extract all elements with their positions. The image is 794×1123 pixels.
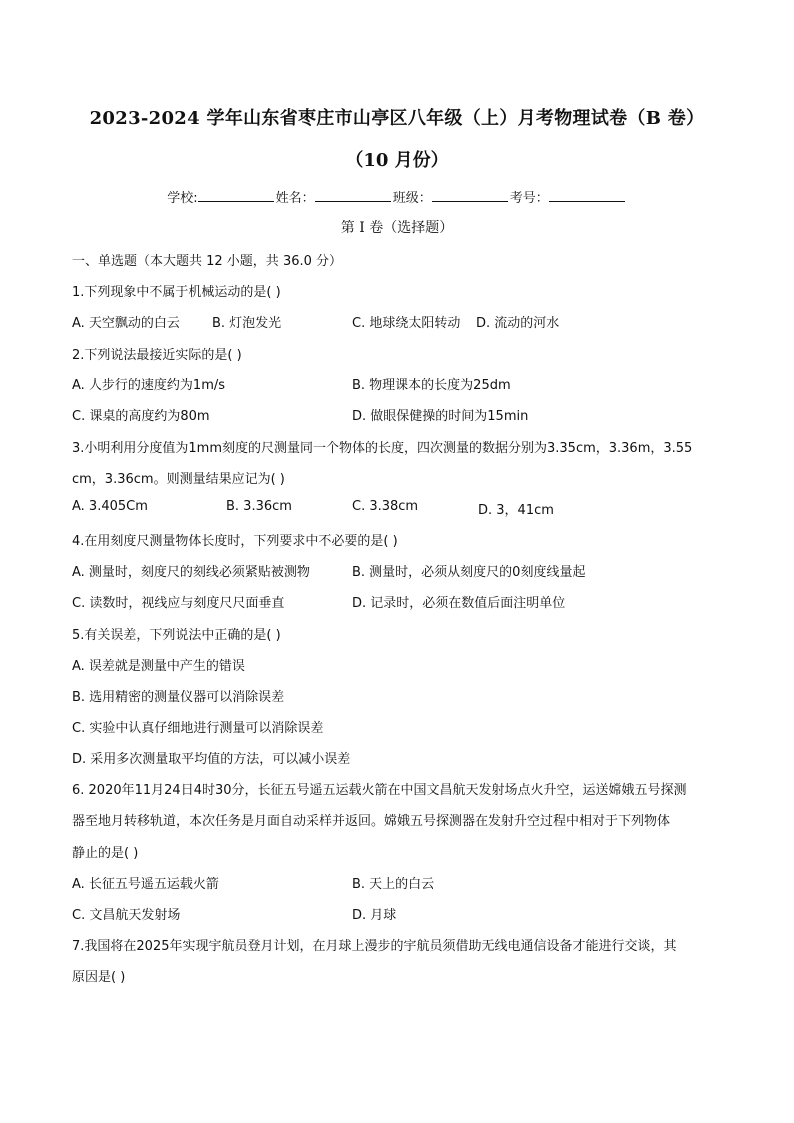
question-7-stem-line2: 原因是( ) bbox=[72, 970, 126, 985]
question-5-option-a: A. 误差就是测量中产生的错误 bbox=[72, 659, 245, 674]
question-2-option-a: A. 人步行的速度约为1m/s bbox=[72, 378, 226, 393]
question-1-option-d: D. 流动的河水 bbox=[476, 316, 560, 331]
question-5-option-c: C. 实验中认真仔细地进行测量可以消除误差 bbox=[72, 721, 324, 736]
question-3-option-d: D. 3，41cm bbox=[478, 503, 554, 518]
question-2-option-b: B. 物理课本的长度为25dm bbox=[352, 378, 511, 393]
question-3-option-a: A. 3.405Cm bbox=[72, 499, 148, 514]
question-6-stem-line1: 6. 2020年11月24日4时30分，长征五号遥五运载火箭在中国文昌航天发射场点火升空，运送嫦娥五号探测 bbox=[72, 783, 687, 798]
question-5-option-b: B. 选用精密的测量仪器可以消除误差 bbox=[72, 690, 285, 705]
question-7-stem-line1: 7.我国将在2025年实现宇航员登月计划，在月球上漫步的宇航员须借助无线电通信设备才能进行交谈，其 bbox=[72, 939, 677, 954]
question-6-option-c: C. 文昌航天发射场 bbox=[72, 908, 181, 923]
class-label: 班级： bbox=[392, 191, 432, 206]
question-3-stem-line2: cm，3.36cm。则测量结果应记为( ) bbox=[72, 472, 285, 487]
question-2-option-d: D. 做眼保健操的时间为15min bbox=[352, 409, 529, 424]
question-4-option-a: A. 测量时，刻度尺的刻线必须紧贴被测物 bbox=[72, 565, 310, 580]
question-1-option-b: B. 灯泡发光 bbox=[212, 316, 282, 331]
school-label: 学校: bbox=[167, 191, 198, 206]
question-3-option-b: B. 3.36cm bbox=[226, 499, 292, 514]
question-3-stem-line1: 3.小明利用分度值为1mm刻度的尺测量同一个物体的长度，四次测量的数据分别为3.35cm，3.36m，3.55 bbox=[72, 441, 693, 456]
question-5-stem: 5.有关误差，下列说法中正确的是( ) bbox=[72, 628, 281, 643]
question-4-option-d: D. 记录时，必须在数值后面注明单位 bbox=[352, 596, 566, 611]
question-6-stem-line2: 器至地月转移轨道，本次任务是月面自动采样并返回。嫦娥五号探测器在发射升空过程中相对于下列物体 bbox=[72, 814, 671, 829]
question-6-option-d: D. 月球 bbox=[352, 908, 397, 923]
part-heading: 一、单选题（本大题共 12 小题，共 36.0 分） bbox=[72, 254, 343, 269]
question-1-stem: 1.下列现象中不属于机械运动的是( ) bbox=[72, 285, 281, 300]
exam-subtitle: （10 月份） bbox=[345, 150, 449, 171]
school-blank[interactable] bbox=[198, 189, 274, 202]
question-2-stem: 2.下列说法最接近实际的是( ) bbox=[72, 348, 242, 363]
question-6-option-a: A. 长征五号遥五运载火箭 bbox=[72, 877, 219, 892]
class-blank[interactable] bbox=[432, 189, 508, 202]
number-label: 考号： bbox=[509, 191, 549, 206]
student-info-row bbox=[0, 187, 794, 206]
question-2-option-c: C. 课桌的高度约为80m bbox=[72, 409, 210, 424]
name-blank[interactable] bbox=[315, 189, 391, 202]
question-6-option-b: B. 天上的白云 bbox=[352, 877, 435, 892]
question-4-option-c: C. 读数时，视线应与刻度尺尺面垂直 bbox=[72, 596, 285, 611]
name-label: 姓名： bbox=[275, 191, 315, 206]
question-4-option-b: B. 测量时，必须从刻度尺的0刻度线量起 bbox=[352, 565, 586, 580]
section-title: 第 I 卷（选择题） bbox=[340, 220, 454, 236]
question-1-option-c: C. 地球绕太阳转动 bbox=[352, 316, 461, 331]
number-blank[interactable] bbox=[549, 189, 625, 202]
question-5-option-d: D. 采用多次测量取平均值的方法，可以减小误差 bbox=[72, 752, 351, 767]
question-6-stem-line3: 静止的是( ) bbox=[72, 846, 139, 861]
question-4-stem: 4.在用刻度尺测量物体长度时，下列要求中不必要的是( ) bbox=[72, 534, 398, 549]
exam-title: 2023-2024 学年山东省枣庄市山亭区八年级（上）月考物理试卷（B 卷） bbox=[89, 108, 705, 129]
question-1-option-a: A. 天空飘动的白云 bbox=[72, 316, 180, 331]
question-3-option-c: C. 3.38cm bbox=[352, 499, 419, 514]
